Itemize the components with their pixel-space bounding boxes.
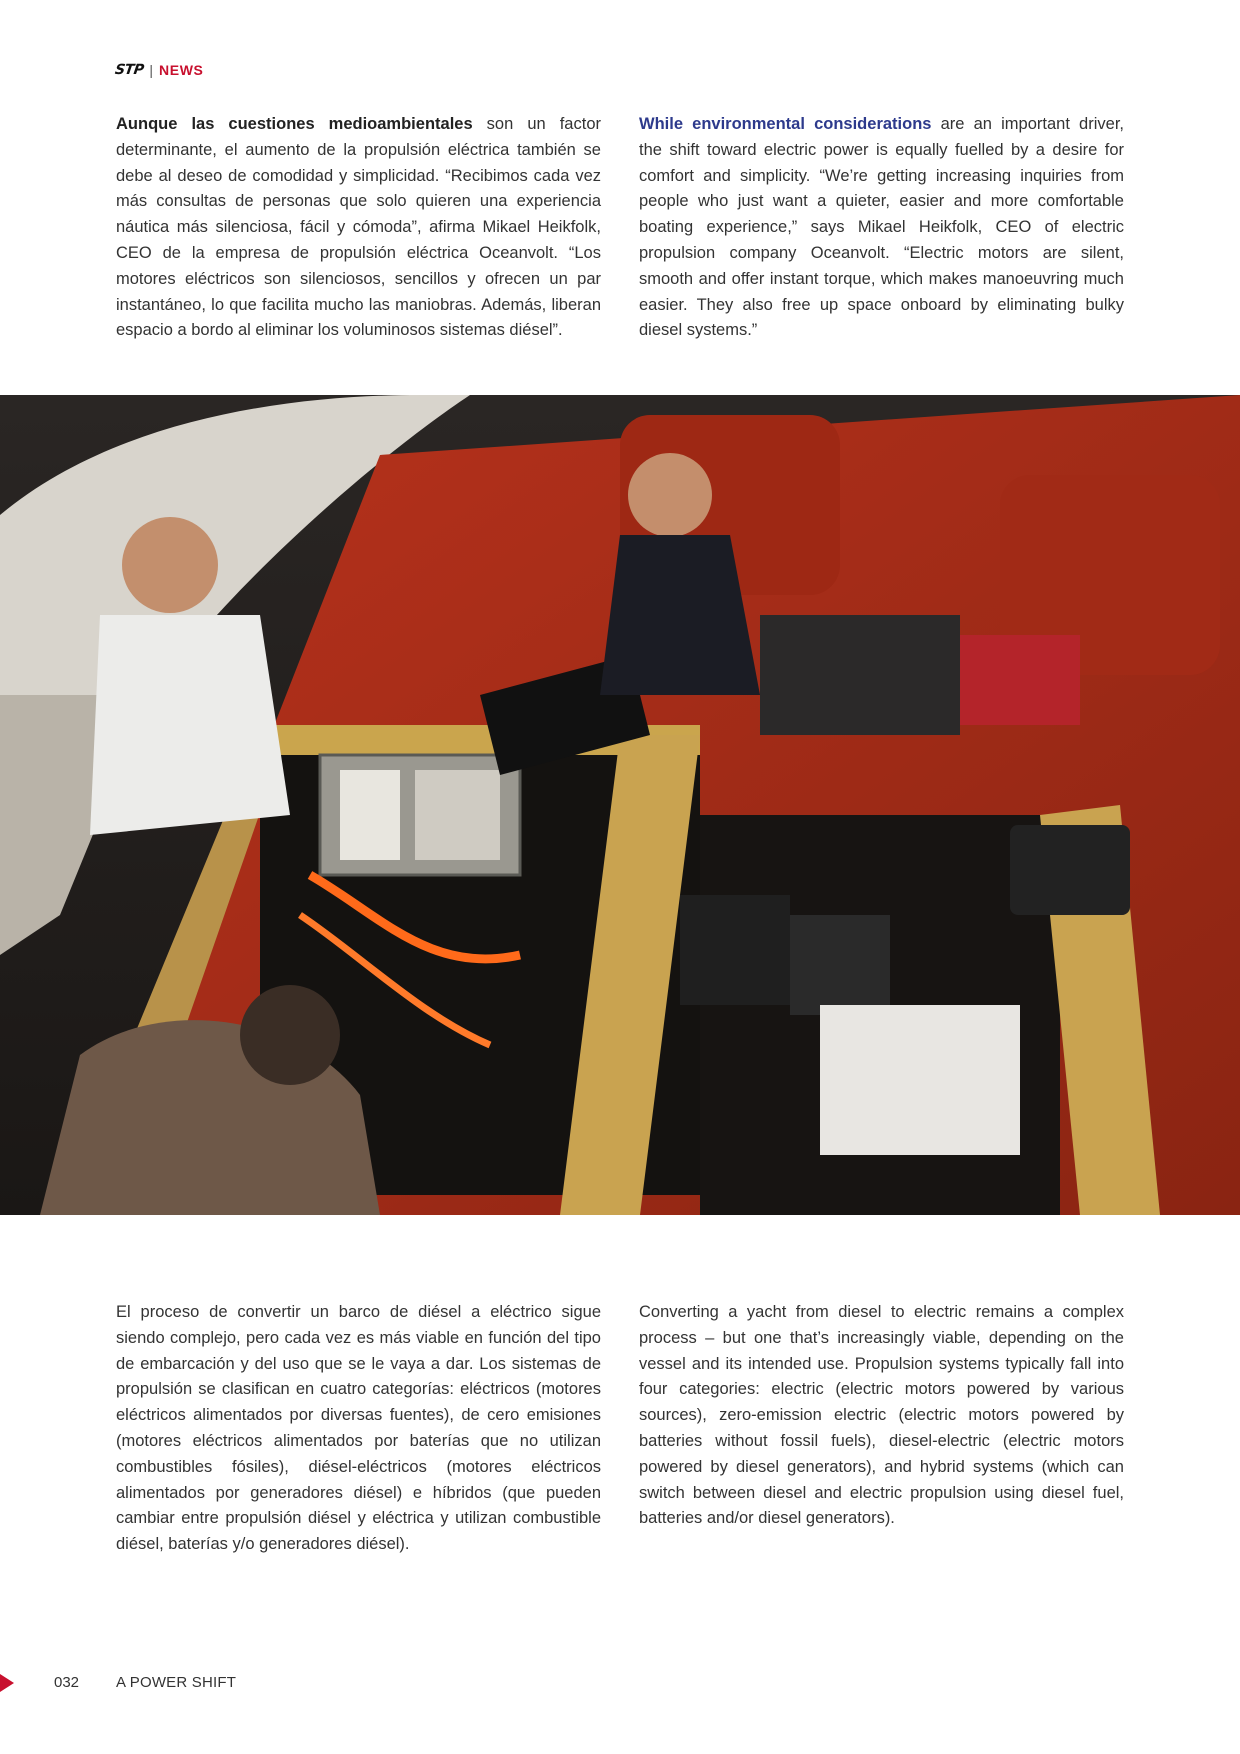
body-text-en: are an important driver, the shift toward electric power is equally fuelled by a desire for comfort and simplicity. “We’re getting increasing inquiries from people who just want a quieter, easier and more comfortable boating experience,” says Mikael Heikfolk, CEO of electric propulsion company Oceanvolt. “Electric motors are silent, smooth and offer instant torque, which makes manoeuvring much easier. They also free up space onboard by eliminating bulky diesel systems.” xyxy=(639,115,1124,340)
footer-arrow-icon xyxy=(0,1674,14,1692)
body-text-es: son un factor determinante, el aumento de la propulsión eléctrica también se debe al deseo de comodidad y simplicidad. “Recibimos cada vez más consultas de personas que solo quieren una experiencia náutica más silenciosa, fácil y cómoda”, afirma Mikael Heikfolk, CEO de la empresa de propulsión eléctrica Oceanvolt. “Los motores eléctricos son silenciosos, sencillos y ofrecen un par instantáneo, lo que facilita mucho las maniobras. Además, liberan espacio a bordo al eliminar los voluminosos sistemas diésel”. xyxy=(116,115,601,340)
top-paragraph-en xyxy=(639,112,1124,344)
toolbox xyxy=(960,635,1080,725)
bottom-paragraph-es xyxy=(116,1300,601,1558)
top-paragraph-es xyxy=(116,112,601,344)
header-separator: | xyxy=(149,62,154,78)
lead-in-en: While environmental considerations xyxy=(639,115,932,133)
body-text-en-2: Converting a yacht from diesel to electric remains a complex process – but one that’s increasingly viable, depending on the vessel and its intended use. Propulsion systems typically fall into four categories: electric (electric motors powered by various sources), zero-emission electric (electric motors powered by batteries without fossil fuels), diesel-electric (electric motors powered by diesel generators), and hybrid systems (which can switch between diesel and electric propulsion using diesel fuel, batteries and/or diesel generators). xyxy=(639,1303,1124,1528)
person-left-head xyxy=(122,517,218,613)
section-label: NEWS xyxy=(159,62,204,78)
page-number: 032 xyxy=(54,1674,80,1691)
bottom-paragraph-en xyxy=(639,1300,1124,1532)
page-header xyxy=(115,62,203,78)
body-text-es-2: El proceso de convertir un barco de diésel a eléctrico sigue siendo complejo, pero cada vez es más viable en función del tipo de embarcación y del uso que se le vaya a dar. Los sistemas de propulsión se clasifican en cuatro categorías: eléctricos (motores eléctricos alimentados por diversas fuentes), de cero emisiones (motores eléctricos alimentados por baterías que no utilizan combustibles fósiles), diésel-eléctricos (motores eléctricos alimentados por generadores diésel) e híbridos (que pueden cambiar entre propulsión diésel y eléctrica y utilizan combustible diésel, baterías y/o generadores diésel). xyxy=(116,1303,601,1554)
boat-conversion-photo xyxy=(0,395,1240,1215)
running-title: A POWER SHIFT xyxy=(116,1674,237,1691)
publication-logo: STP xyxy=(113,62,145,78)
lead-in-es: Aunque las cuestiones medioambientales xyxy=(116,115,473,133)
person-seated-head xyxy=(628,453,712,537)
